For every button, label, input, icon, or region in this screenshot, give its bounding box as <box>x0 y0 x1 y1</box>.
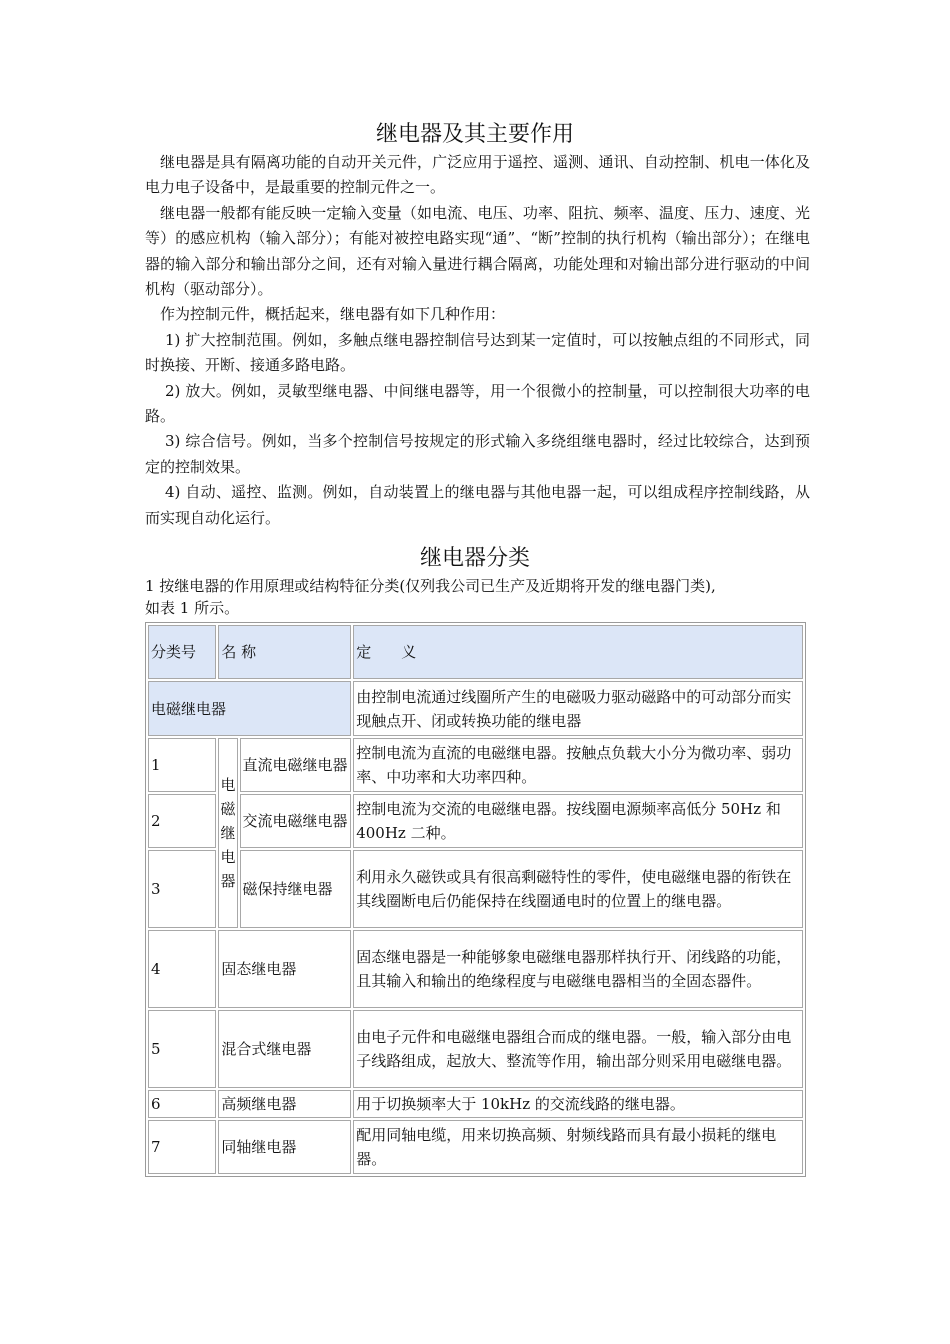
row-name: 磁保持继电器 <box>240 850 352 928</box>
intro-paragraph: 作为控制元件，概括起来，继电器有如下几种作用： <box>160 305 506 324</box>
row-name: 混合式继电器 <box>218 1010 351 1088</box>
row-name: 高频继电器 <box>218 1090 351 1118</box>
table-row <box>148 930 803 1008</box>
classification-intro <box>145 575 825 619</box>
row-class-no: 3 <box>148 850 216 928</box>
row-class-no: 2 <box>148 794 216 848</box>
group-label-char: 电 <box>220 848 236 866</box>
row-class-no: 6 <box>148 1090 216 1118</box>
table-row <box>148 738 803 792</box>
classification-intro-line: 如表 1 所示。 <box>145 599 240 617</box>
category-definition: 由控制电流通过线圈所产生的电磁吸力驱动磁路中的可动部分而实现触点开、闭或转换功能的继电器 <box>353 681 803 736</box>
row-class-no: 4 <box>148 930 216 1008</box>
table-row <box>148 1010 803 1088</box>
row-class-no: 5 <box>148 1010 216 1088</box>
row-definition: 控制电流为交流的电磁继电器。按线圈电源频率高低分 50Hz 和 400Hz 二种。 <box>353 794 803 848</box>
function-item: 1) 扩大控制范围。例如，多触点继电器控制信号达到某一定值时，可以按触点组的不同形式，同时换接、开断、接通多路电路。 <box>145 330 810 375</box>
intro-paragraph: 继电器是具有隔离功能的自动开关元件，广泛应用于遥控、遥测、通讯、自动控制、机电一体化及电力电子设备中，是最重要的控制元件之一。 <box>145 153 810 197</box>
function-item: 2) 放大。例如，灵敏型继电器、中间继电器等，用一个很微小的控制量，可以控制很大功率的电路。 <box>145 381 810 426</box>
section-title: 继电器分类 <box>419 546 530 571</box>
group-label-vertical <box>218 738 237 928</box>
group-label-char: 电 <box>220 776 236 794</box>
row-definition: 固态继电器是一种能够象电磁继电器那样执行开、闭线路的功能，且其输入和输出的绝缘程度与电磁继电器相当的全固态器件。 <box>353 930 803 1008</box>
row-definition: 配用同轴电缆，用来切换高频、射频线路而具有最小损耗的继电器。 <box>353 1120 803 1174</box>
group-label-char: 继 <box>220 824 236 842</box>
page-title: 继电器及其主要作用 <box>375 122 574 147</box>
table-header-row <box>148 625 803 679</box>
group-label-char: 磁 <box>220 800 236 818</box>
classification-intro-line: 1 按继电器的作用原理或结构特征分类(仅列我公司已生产及近期将开发的继电器门类), <box>145 577 716 595</box>
header-class-no: 分类号 <box>148 625 216 679</box>
table-row <box>148 1120 803 1174</box>
table-row <box>148 794 803 848</box>
row-name: 固态继电器 <box>218 930 351 1008</box>
table-row <box>148 850 803 928</box>
group-label-char: 器 <box>220 872 236 890</box>
function-item: 4) 自动、遥控、监测。例如，自动装置上的继电器与其他电器一起，可以组成程序控制线路，从而实现自动化运行。 <box>145 483 810 527</box>
row-name: 直流电磁继电器 <box>240 738 352 792</box>
table-row <box>148 1090 803 1118</box>
row-definition: 控制电流为直流的电磁继电器。按触点负载大小分为微功率、弱功率、中功率和大功率四种。 <box>353 738 803 792</box>
header-definition: 定 义 <box>353 625 803 679</box>
row-class-no: 7 <box>148 1120 216 1174</box>
function-item: 3) 综合信号。例如，当多个控制信号按规定的形式输入多绕组继电器时，经过比较综合，达到预定的控制效果。 <box>145 432 810 476</box>
row-name: 同轴继电器 <box>218 1120 351 1174</box>
row-definition: 利用永久磁铁或具有很高剩磁特性的零件，使电磁继电器的衔铁在其线圈断电后仍能保持在线圈通电时的位置上的继电器。 <box>353 850 803 928</box>
intro-section <box>145 150 810 531</box>
row-definition: 用于切换频率大于 10kHz 的交流线路的继电器。 <box>353 1090 803 1118</box>
row-name: 交流电磁继电器 <box>240 794 352 848</box>
row-class-no: 1 <box>148 738 216 792</box>
category-row <box>148 681 803 736</box>
relay-classification-table <box>145 622 806 1177</box>
intro-paragraph: 继电器一般都有能反映一定输入变量（如电流、电压、功率、阻抗、频率、温度、压力、速度、光等）的感应机构（输入部分）；有能对被控电路实现“通”、“断”控制的执行机构（输出部分）；在继电器的输入部分和输出部分之间，还有对输入量进行耦合隔离，功能处理和对输出部分进行驱动的中间机构（驱动部分）。 <box>145 203 810 299</box>
header-name: 名 称 <box>218 625 351 679</box>
row-definition: 由电子元件和电磁继电器组合而成的继电器。一般，输入部分由电子线路组成，起放大、整流等作用，输出部分则采用电磁继电器。 <box>353 1010 803 1088</box>
category-name: 电磁继电器 <box>148 681 351 736</box>
